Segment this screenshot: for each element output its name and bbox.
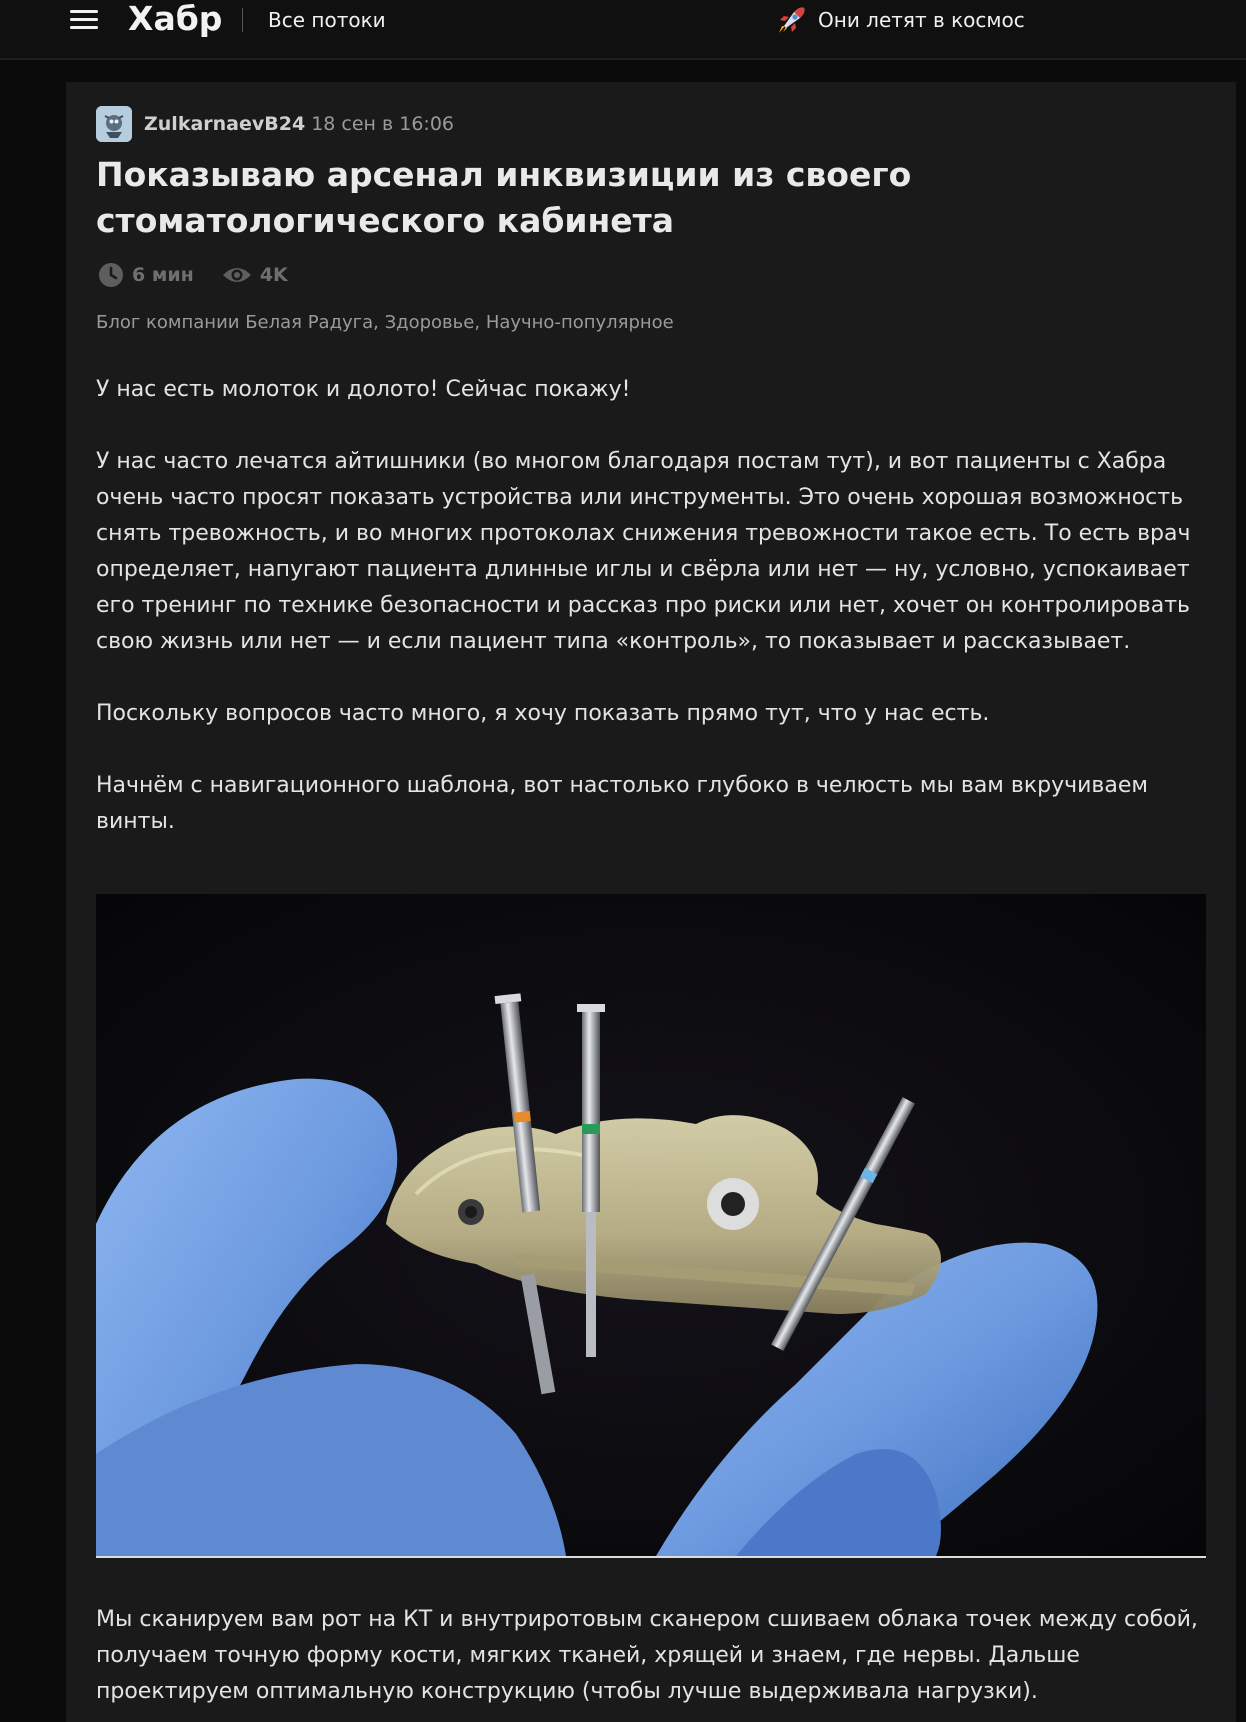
site-logo[interactable]: Хабр	[128, 0, 223, 38]
eye-icon	[222, 264, 252, 286]
publish-date: 18 сен в 16:06	[311, 113, 454, 135]
paragraph: У нас есть молоток и долото! Сейчас покажу!	[96, 377, 631, 402]
clock-icon	[98, 262, 124, 288]
article-image[interactable]	[96, 894, 1206, 1558]
article-body-continued	[96, 1602, 1216, 1710]
article-title[interactable]: Показываю арсенал инквизиции из своего стоматологического кабинета	[96, 155, 912, 240]
author-name[interactable]: ZulkarnaevB24	[144, 113, 306, 135]
reading-time	[98, 262, 194, 288]
rocket-icon	[776, 6, 806, 34]
promo-link[interactable]	[776, 6, 1025, 34]
views-count	[222, 264, 288, 286]
hub-link[interactable]: Научно-популярное	[485, 312, 674, 333]
author-row	[96, 106, 454, 142]
surgical-guide-photo	[96, 894, 1206, 1556]
top-navigation-bar	[0, 0, 1246, 60]
paragraph: Мы сканируем вам рот на КТ и внутриротовым сканером сшиваем облака точек между собой, получаем точную форму кости, мягких тканей, хрящей и знаем, где нервы. Дальше проектируем оптимальную конструкцию (чтобы лучше выдерживала нагрузки).	[96, 1607, 1198, 1704]
menu-icon[interactable]	[70, 8, 100, 32]
hub-link[interactable]: Здоровье	[384, 312, 475, 333]
promo-label: Они летят в космос	[818, 8, 1025, 32]
all-streams-link[interactable]: Все потоки	[268, 8, 386, 32]
avatar[interactable]	[96, 106, 132, 142]
reading-time-value: 6 мин	[132, 264, 194, 286]
hub-link[interactable]: Блог компании Белая Радуга	[96, 312, 374, 333]
article-card	[66, 82, 1236, 1722]
avatar-image	[96, 106, 132, 142]
views-value: 4K	[259, 264, 288, 286]
article-meta	[98, 262, 288, 288]
header-divider	[242, 8, 243, 32]
article-body	[96, 372, 1216, 876]
hubs-list: Блог компании Белая Радуга, Здоровье, Научно-популярное	[96, 312, 674, 333]
paragraph: У нас часто лечатся айтишники (во многом благодаря постам тут), и вот пациенты с Хабра очень часто просят показать устройства или инструменты. Это очень хорошая возможность снять тревожность, и во многих протоколах снижения тревожности такое есть. То есть врач определяет, напугают пациента длинные иглы и свёрла или нет — ну, условно, успокаивает его тренинг по технике безопасности и рассказ про риски или нет, хочет он контролировать свою жизнь или нет — и если пациент типа «контроль», то показывает и рассказывает.	[96, 449, 1191, 654]
paragraph: Начнём с навигационного шаблона, вот настолько глубоко в челюсть мы вам вкручиваем винты.	[96, 773, 1149, 834]
paragraph: Поскольку вопросов часто много, я хочу показать прямо тут, что у нас есть.	[96, 701, 990, 726]
